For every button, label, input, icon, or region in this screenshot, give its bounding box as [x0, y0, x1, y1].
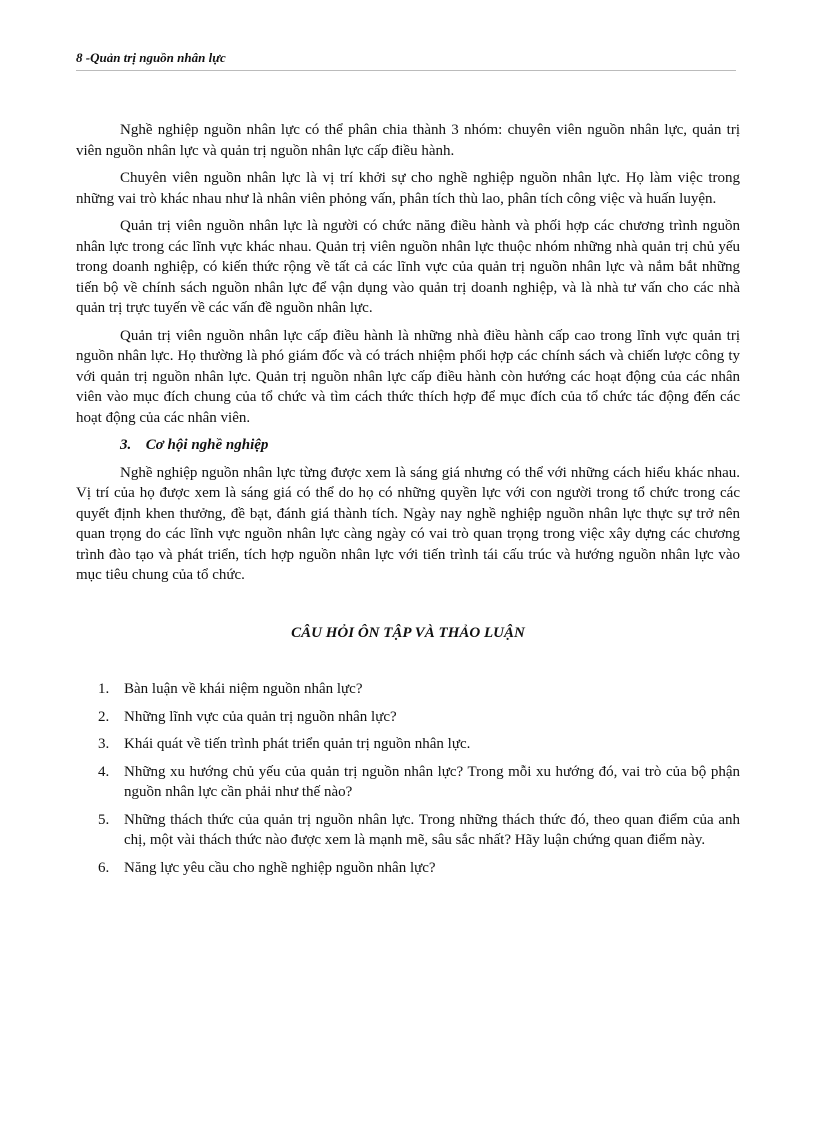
- list-item: [76, 707, 740, 728]
- list-item: [76, 810, 740, 851]
- list-item: [76, 858, 740, 879]
- list-item: [76, 679, 740, 700]
- question-number: 3.: [98, 736, 110, 752]
- section-heading: [76, 435, 740, 456]
- paragraph-hr-manager: Quản trị viên nguồn nhân lực là người có chức năng điều hành và phối hợp các chương trình nguồn nhân lực trong các lĩnh vực khác nhau. Quản trị viên nguồn nhân lực thuộc nhóm những nhà quản trị chủ yếu trong doanh nghiệp, có kiến thức rộng về tất cả các lĩnh vực của quản trị nguồn nhân lực và nắm bắt những tiến bộ về chính sách nguồn nhân lực để vận dụng vào quản trị doanh nghiệp, và là nhà tư vấn cho các nhà quản trị trực tuyến về các vấn đề nguồn nhân lực.: [76, 218, 740, 316]
- question-text: Năng lực yêu cầu cho nghề nghiệp nguồn nhân lực?: [124, 859, 436, 876]
- question-text: Những thách thức của quản trị nguồn nhân lực. Trong những thách thức đó, theo quan điểm của anh chị, một vài thách thức nào được xem là mạnh mẽ, sâu sắc nhất? Hãy luận chứng quan điểm này.: [124, 811, 740, 848]
- question-number: 6.: [98, 859, 110, 876]
- question-text: Bàn luận về khái niệm nguồn nhân lực?: [124, 681, 363, 697]
- question-number: 1.: [98, 681, 110, 697]
- question-text: Những xu hướng chủ yếu của quản trị nguồn nhân lực? Trong mỗi xu hướng đó, vai trò của bộ phận nguồn nhân lực cần phải như thế nào?: [124, 763, 740, 800]
- section-number: 3.: [120, 437, 132, 453]
- review-questions-title: CÂU HỎI ÔN TẬP VÀ THẢO LUẬN: [291, 624, 525, 641]
- question-number: 4.: [98, 763, 110, 780]
- list-item: [76, 734, 740, 755]
- paragraph-career-groups: Nghề nghiệp nguồn nhân lực có thể phân chia thành 3 nhóm: chuyên viên nguồn nhân lực, quản trị viên nguồn nhân lực và quản trị nguồn nhân lực cấp điều hành.: [76, 122, 740, 159]
- question-text: Những lĩnh vực của quản trị nguồn nhân lực?: [124, 708, 397, 725]
- page-body: [76, 120, 740, 885]
- paragraph-hr-executive: Quản trị viên nguồn nhân lực cấp điều hành là những nhà điều hành cấp cao trong lĩnh vực quản trị nguồn nhân lực. Họ thường là phó giám đốc và có trách nhiệm phối hợp các chính sách và chiến lược công ty với quản trị nguồn nhân lực. Quản trị nguồn nhân lực cấp điều hành còn hướng các hoạt động của các nhân viên vào mục đích chung của tổ chức và tìm cách thức thích hợp để mục đích của tổ chức tác động đến các hoạt động của các nhân viên.: [76, 327, 740, 426]
- review-question-list: [76, 679, 740, 878]
- running-header: 8 -Quản trị nguồn nhân lực: [76, 50, 736, 71]
- section-title: Cơ hội nghề nghiệp: [145, 437, 269, 453]
- paragraph-career-opportunity: Nghề nghiệp nguồn nhân lực từng được xem là sáng giá nhưng có thể với những cách hiểu khác nhau. Vị trí của họ được xem là sáng giá có thể do họ có những quyền lực với con người trong tổ chức trong các quyết định khen thưởng, đề bạt, đánh giá thành tích. Ngày nay nghề nghiệp nguồn nhân lực thực sự trở nên quan trọng do các lĩnh vực nguồn nhân lực càng ngày có vai trò quan trọng trong việc xây dựng các chương trình đào tạo và phát triển, tích hợp nguồn nhân lực với tiến trình tái cấu trúc và hướng nguồn nhân lực vào mục tiêu chung của tổ chức.: [76, 464, 740, 583]
- question-number: 2.: [98, 708, 110, 725]
- question-text: Khái quát về tiến trình phát triển quản trị nguồn nhân lực.: [124, 736, 471, 752]
- paragraph-hr-specialist: Chuyên viên nguồn nhân lực là vị trí khởi sự cho nghề nghiệp nguồn nhân lực. Họ làm việc trong những vai trò khác nhau như là nhân viên phỏng vấn, phân tích thù lao, phân tích công việc và huấn luyện.: [76, 170, 740, 207]
- list-item: [76, 762, 740, 803]
- question-number: 5.: [98, 811, 110, 828]
